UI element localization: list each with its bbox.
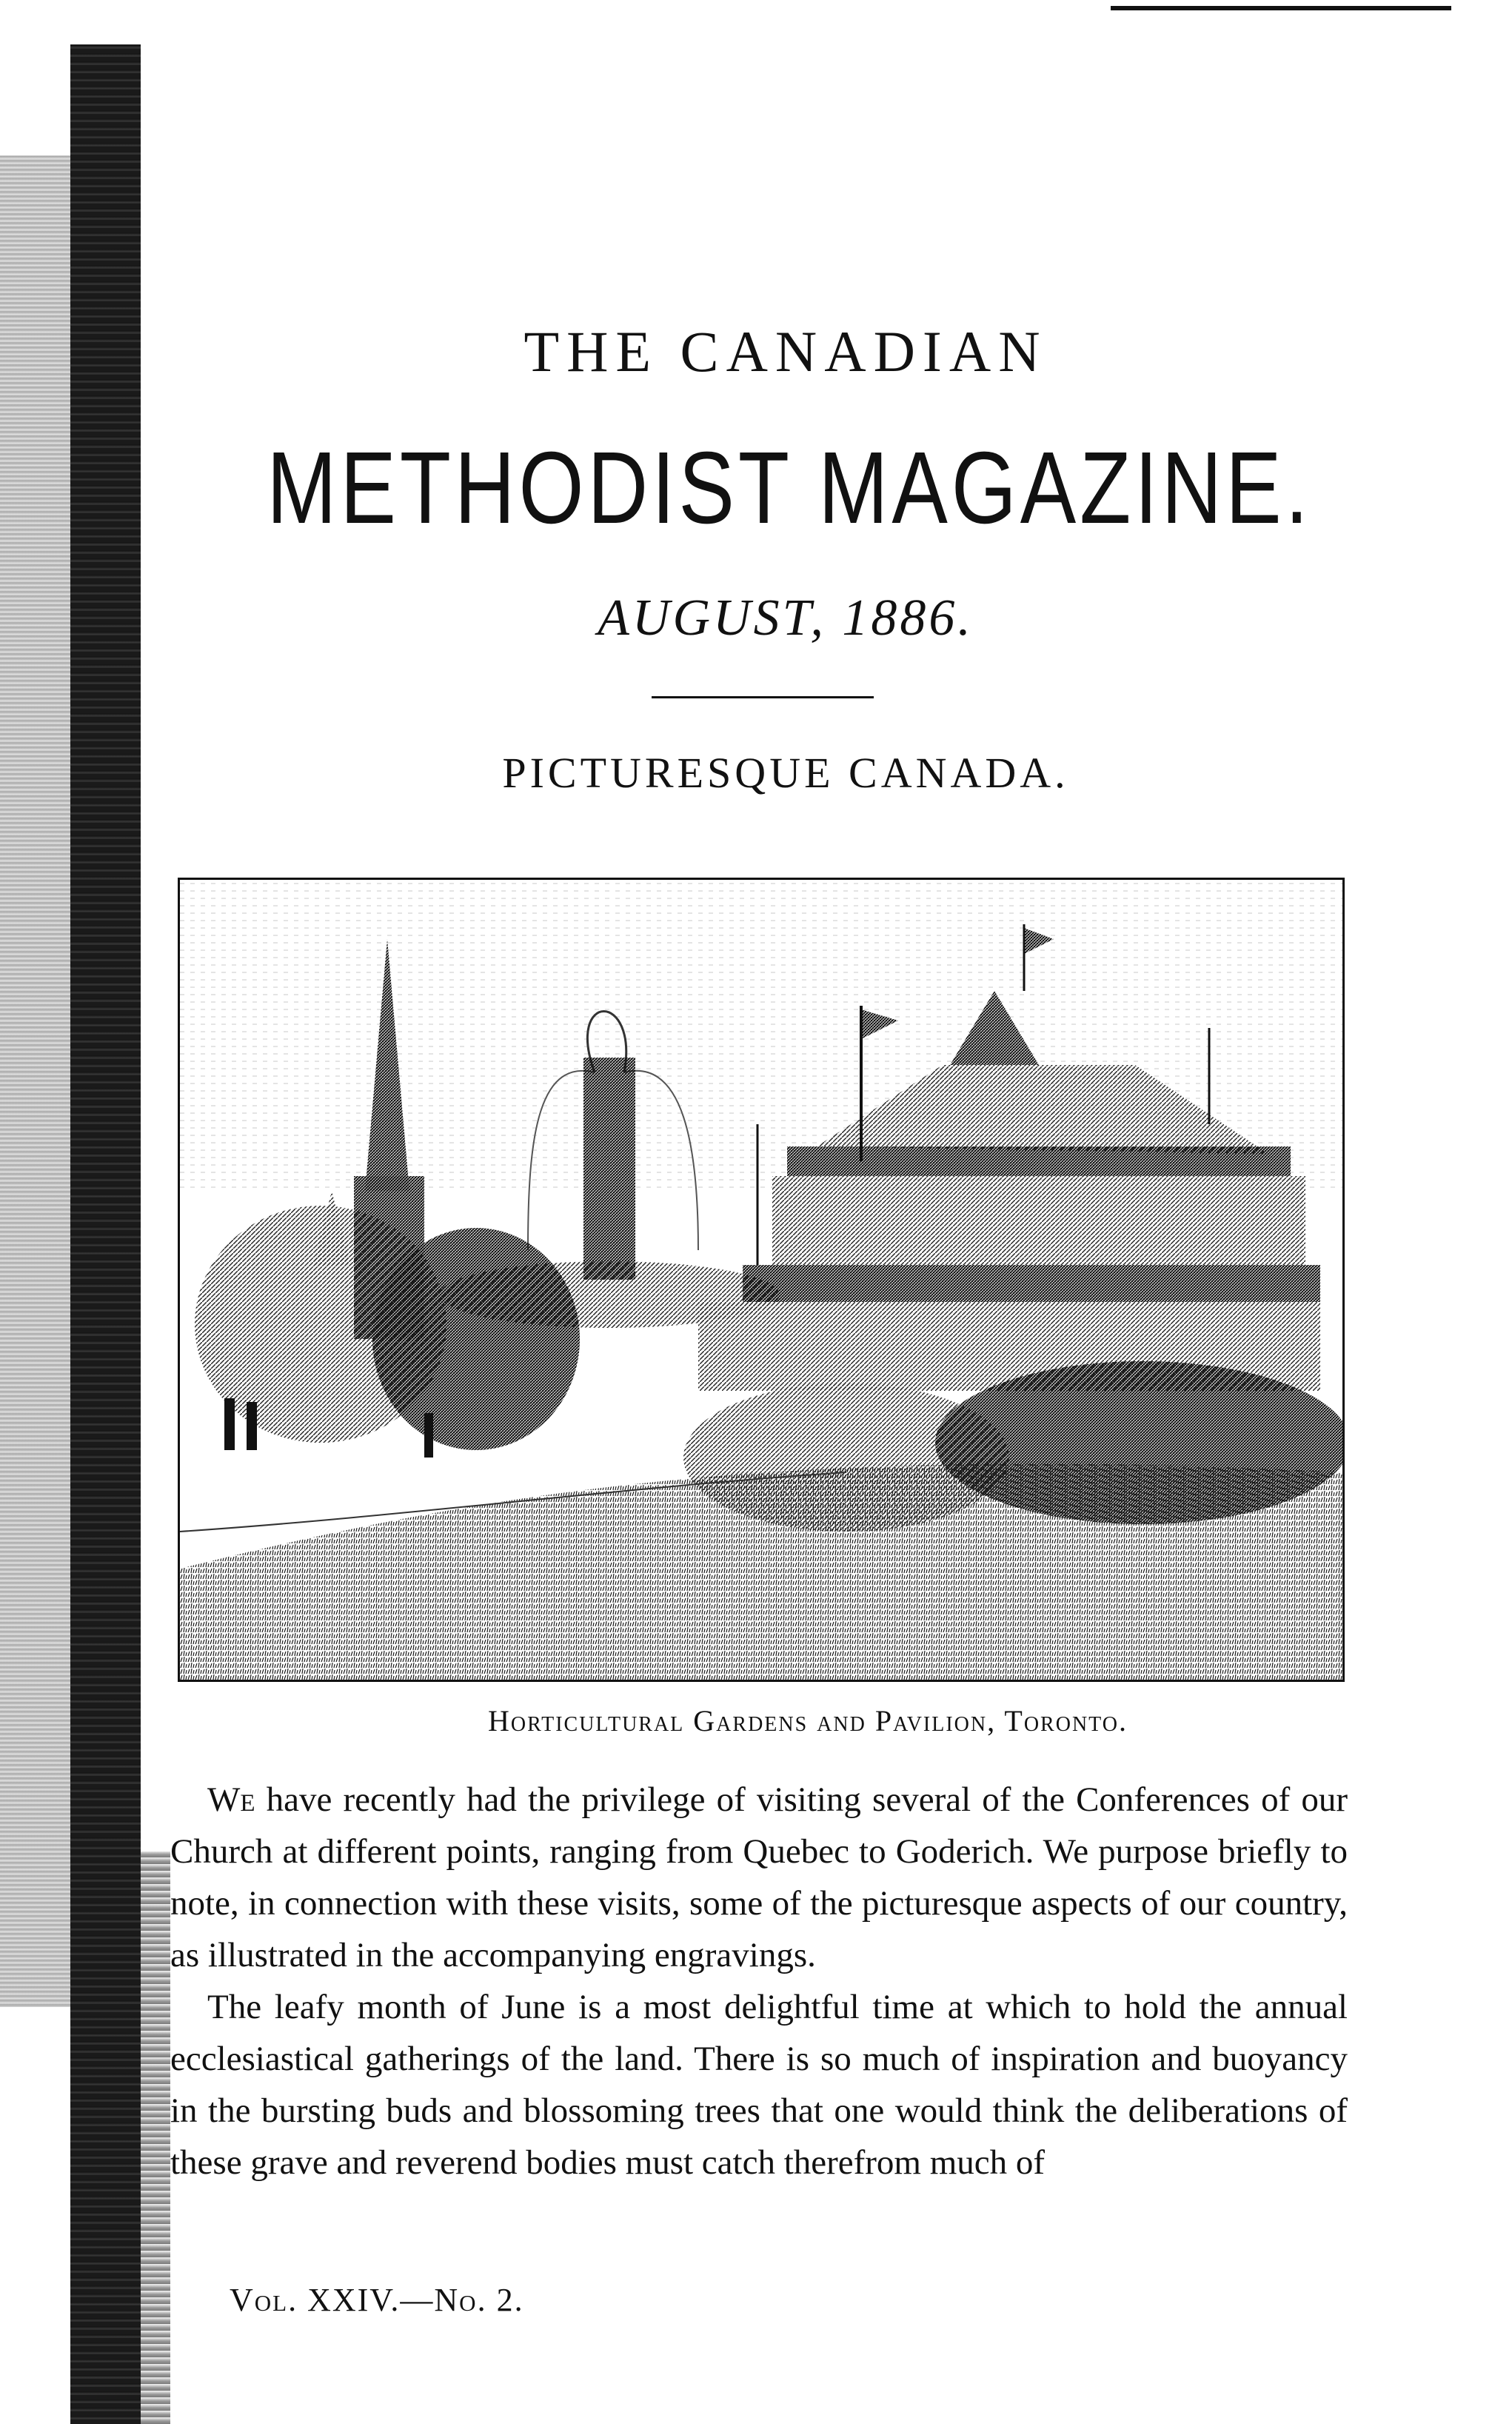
- illustration-caption: Horticultural Gardens and Pavilion, Toronto.: [488, 1704, 1128, 1737]
- article-title: PICTURESQUE CANADA.: [502, 749, 1069, 797]
- volume-number: Vol. XXIV.—No. 2.: [230, 2282, 524, 2318]
- paragraph-lead-word: We: [207, 1780, 255, 1819]
- magazine-title-line1: THE CANADIAN: [523, 319, 1048, 384]
- article-paragraph-1: [170, 1774, 1348, 1981]
- title-divider: [652, 696, 874, 698]
- binding-shadow: [141, 1852, 170, 2424]
- article-body: [170, 1774, 1348, 2188]
- binding-edge: [70, 44, 141, 2424]
- engraving-illustration: [178, 878, 1345, 1682]
- paragraph-text: have recently had the privilege of visiting several of the Conferences of our Church at different points, ranging from Quebec to Goderich. We purpose briefly to note, in connection with these visits, some of the picturesque aspects of our country, as illustrated in the accompanying engravings.: [170, 1780, 1348, 1974]
- magazine-title-line2: METHODIST MAGAZINE.: [267, 431, 1312, 545]
- article-paragraph-2: [170, 1981, 1348, 2188]
- top-rule: [1111, 6, 1451, 10]
- issue-date: AUGUST, 1886.: [598, 590, 974, 647]
- paragraph-text: The leafy month of June is a most delightful time at which to hold the annual ecclesiastical gatherings of the land. There is so much of inspiration and buoyancy in the bursting buds and blossoming trees that one would think the deliberations of these grave and reverend bodies must catch therefrom much of: [170, 1988, 1348, 2182]
